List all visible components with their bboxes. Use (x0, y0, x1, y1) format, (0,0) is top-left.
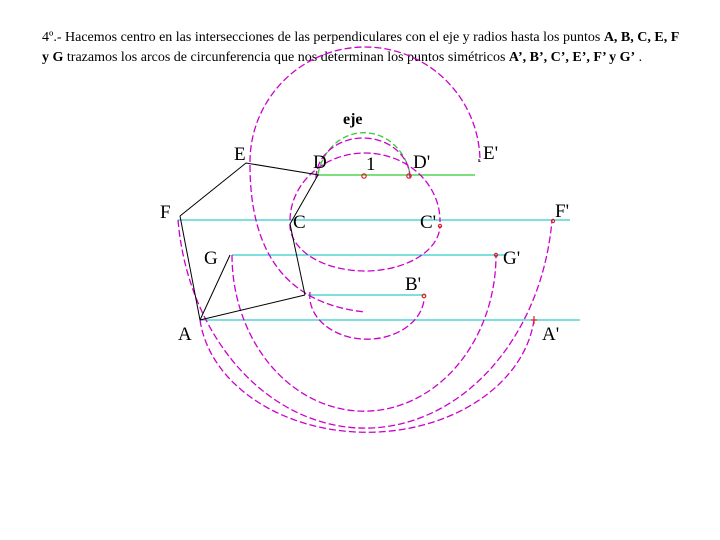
construction-line-ba (200, 295, 305, 320)
arc-b-bprime (310, 292, 424, 339)
arc-a-aprime (200, 320, 534, 432)
arc-d-dprime (316, 138, 410, 178)
point-label-a: A (178, 324, 192, 345)
construction-line-cb (290, 224, 305, 295)
caption-points: A, B, C, E, F y G (42, 30, 679, 65)
point-label-cprime: C' (420, 212, 437, 233)
arc-g-gprime (232, 255, 496, 411)
arc-f-fprime (178, 220, 552, 428)
arc-e-lower (250, 165, 365, 312)
arc-e-eprime (250, 47, 480, 162)
caption-symmetric-points: A’, B’, C’, E’, F’ y G’ (508, 50, 636, 65)
point-label-dprime: D' (413, 152, 431, 173)
point-label-e: E (234, 144, 246, 165)
construction-line-fa (180, 216, 200, 320)
point-label-eprime: E' (483, 143, 499, 164)
point-label-f: F (160, 202, 171, 223)
arc-c-lower (290, 224, 440, 271)
center-label-1: 1 (366, 154, 376, 175)
point-label-gprime: G' (503, 248, 521, 269)
caption-text-2: trazamos los arcos de circunferencia que nos determinan los puntos simétricos (63, 50, 509, 65)
axis-label: eje (343, 111, 363, 128)
marker-bprime (422, 294, 426, 298)
caption-text-1: 4º.- Hacemos centro en las intersecciones de las perpendiculares con el eje y radios hasta los puntos (42, 30, 604, 45)
point-label-aprime: A' (542, 324, 560, 345)
point-label-g: G (204, 248, 218, 269)
point-label-fprime: F' (555, 201, 569, 222)
point-label-d: D (313, 152, 327, 173)
caption-text-3: . (635, 50, 643, 65)
point-label-bprime: B' (405, 274, 422, 295)
point-label-c: C (293, 212, 306, 233)
